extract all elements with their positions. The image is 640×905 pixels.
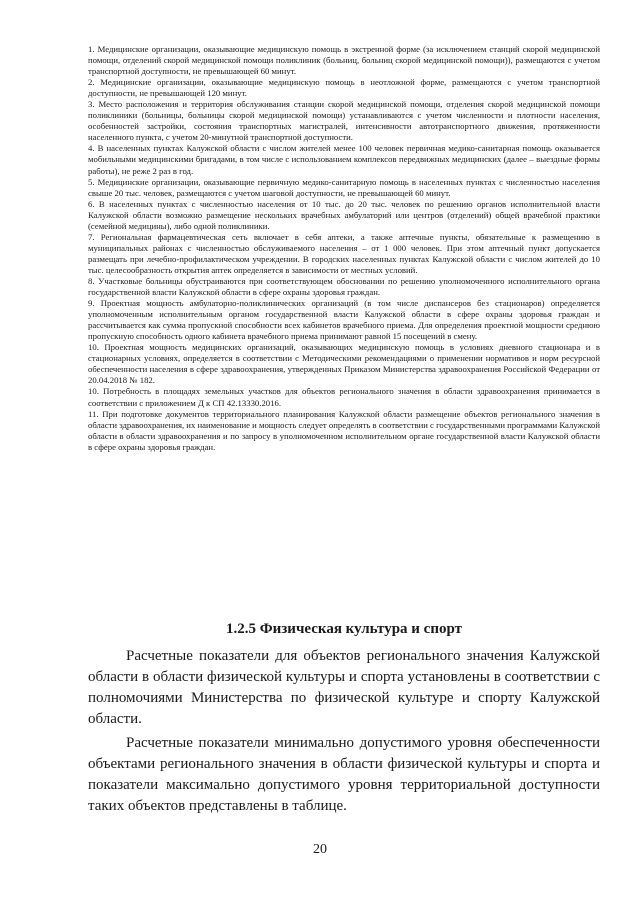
paragraph-1: Расчетные показатели для объектов регионального значения Калужской области в области физической культуры и спорта установлены в соответствии с полномочиями Министерства по физической культуре и спорту Калужской области. [88, 648, 600, 727]
note-3: 3. Место расположения и территория обслуживания станции скорой медицинской помощи, отделения скорой медицинской помощи поликлиники (больницы, больницы скорой медицинской помощи) устанавливаются с учетом численности и плотности населения, особенностей застройки, состояния транспортных магистралей, интенсивности автотранспортного движения, протяженности населенного пункта, с учетом 20-минутной транспортной доступности. [88, 99, 600, 143]
note-7: 7. Региональная фармацевтическая сеть включает в себя аптеки, а также аптечные пункты, обязательные к размещению в муниципальных районах с численностью обслуживаемого населения – от 1 000 человек. При этом аптечный пункт допускается размещать при лечебно-профилактическом учреждении. В городских населенных пунктах Калужской области с числом жителей до 10 тыс. целесообразность открытия аптек определяется в зависимости от местных условий. [88, 231, 600, 275]
footnotes-block [88, 44, 600, 453]
note-9: 9. Проектная мощность амбулаторно-поликлинических организаций (в том числе диспансеров без стационаров) определяется уполномоченным исполнительным органом государственной власти Калужской области в сфере охраны здоровья граждан и рассчитывается как сумма пропускной способности всех кабинетов врачебного приема. Для определения проектной мощности среднюю пропускную способность одного кабинета врачебного приема принимают равной 15 посещений в смену. [88, 298, 600, 342]
note-10-land: 10. Потребность в площадях земельных участков для объектов регионального значения в области здравоохранения принимается в соответствии с приложением Д к СП 42.13330.2016. [88, 386, 600, 408]
page-number: 20 [313, 842, 327, 857]
note-6: 6. В населенных пунктах с численностью населения от 10 тыс. до 20 тыс. человек по решению органов исполнительной власти Калужской области возможно размещение нескольких врачебных амбулаторий или центров (отделений) общей врачебной практики (семейной медицины), либо одной поликлиники. [88, 198, 600, 231]
section-body [88, 646, 600, 820]
note-5: 5. Медицинские организации, оказывающие первичную медико-санитарную помощь в населенных пунктах с численностью населения свыше 20 тыс. человек, размещаются с учетом шаговой доступности, не превышающей 60 минут. [88, 176, 600, 198]
note-2: 2. Медицинские организации, оказывающие медицинскую помощь в неотложной форме, размещаются с учетом транспортной доступности, не превышающей 120 минут. [88, 77, 600, 99]
note-8: 8. Участковые больницы обустраиваются при соответствующем обосновании по решению уполномоченного исполнительного органа государственной власти Калужской области в сфере охраны здоровья граждан. [88, 275, 600, 298]
note-10: 10. Проектная мощность медицинских организаций, оказывающих медицинскую помощь в условиях дневного стационара и в стационарных условиях, определяется в соответствии с Методическими рекомендациями о применении нормативов и норм ресурсной обеспеченности населения в сфере здравоохранения, утвержденных Приказом Министерства здравоохранения Российской Федерации от 20.04.2018 № 182. [88, 342, 600, 386]
note-4: 4. В населенных пунктах Калужской области с числом жителей менее 100 человек первичная медико-санитарная помощь оказывается мобильными медицинскими бригадами, в том числе с использованием комплексов передвижных медицинских (далее – выездные формы работы), не реже 2 раз в год. [88, 143, 600, 176]
note-1: 1. Медицинские организации, оказывающие медицинскую помощь в экстренной форме (за исключением станций скорой медицинской помощи, отделений скорой медицинской помощи поликлиник (больниц, больниц скорой медицинской помощи)), размещаются с учетом транспортной доступности, не превышающей 60 минут. [88, 44, 600, 77]
paragraph-2: Расчетные показатели минимально допустимого уровня обеспеченности объектами регионального значения в области физической культуры и спорта и показатели максимально допустимого уровня территориальной доступности таких объектов представлены в таблице. [88, 735, 600, 814]
section-heading: 1.2.5 Физическая культура и спорт [226, 621, 462, 637]
note-11: 11. При подготовке документов территориального планирования Калужской области размещение объектов регионального значения в области здравоохранения, их наименование и мощность следует определять в соответствии с государственными программами Калужской области в области здравоохранения и по запросу в уполномоченном исполнительном органе государственной власти Калужской области в сфере охраны здоровья граждан. [88, 408, 601, 452]
